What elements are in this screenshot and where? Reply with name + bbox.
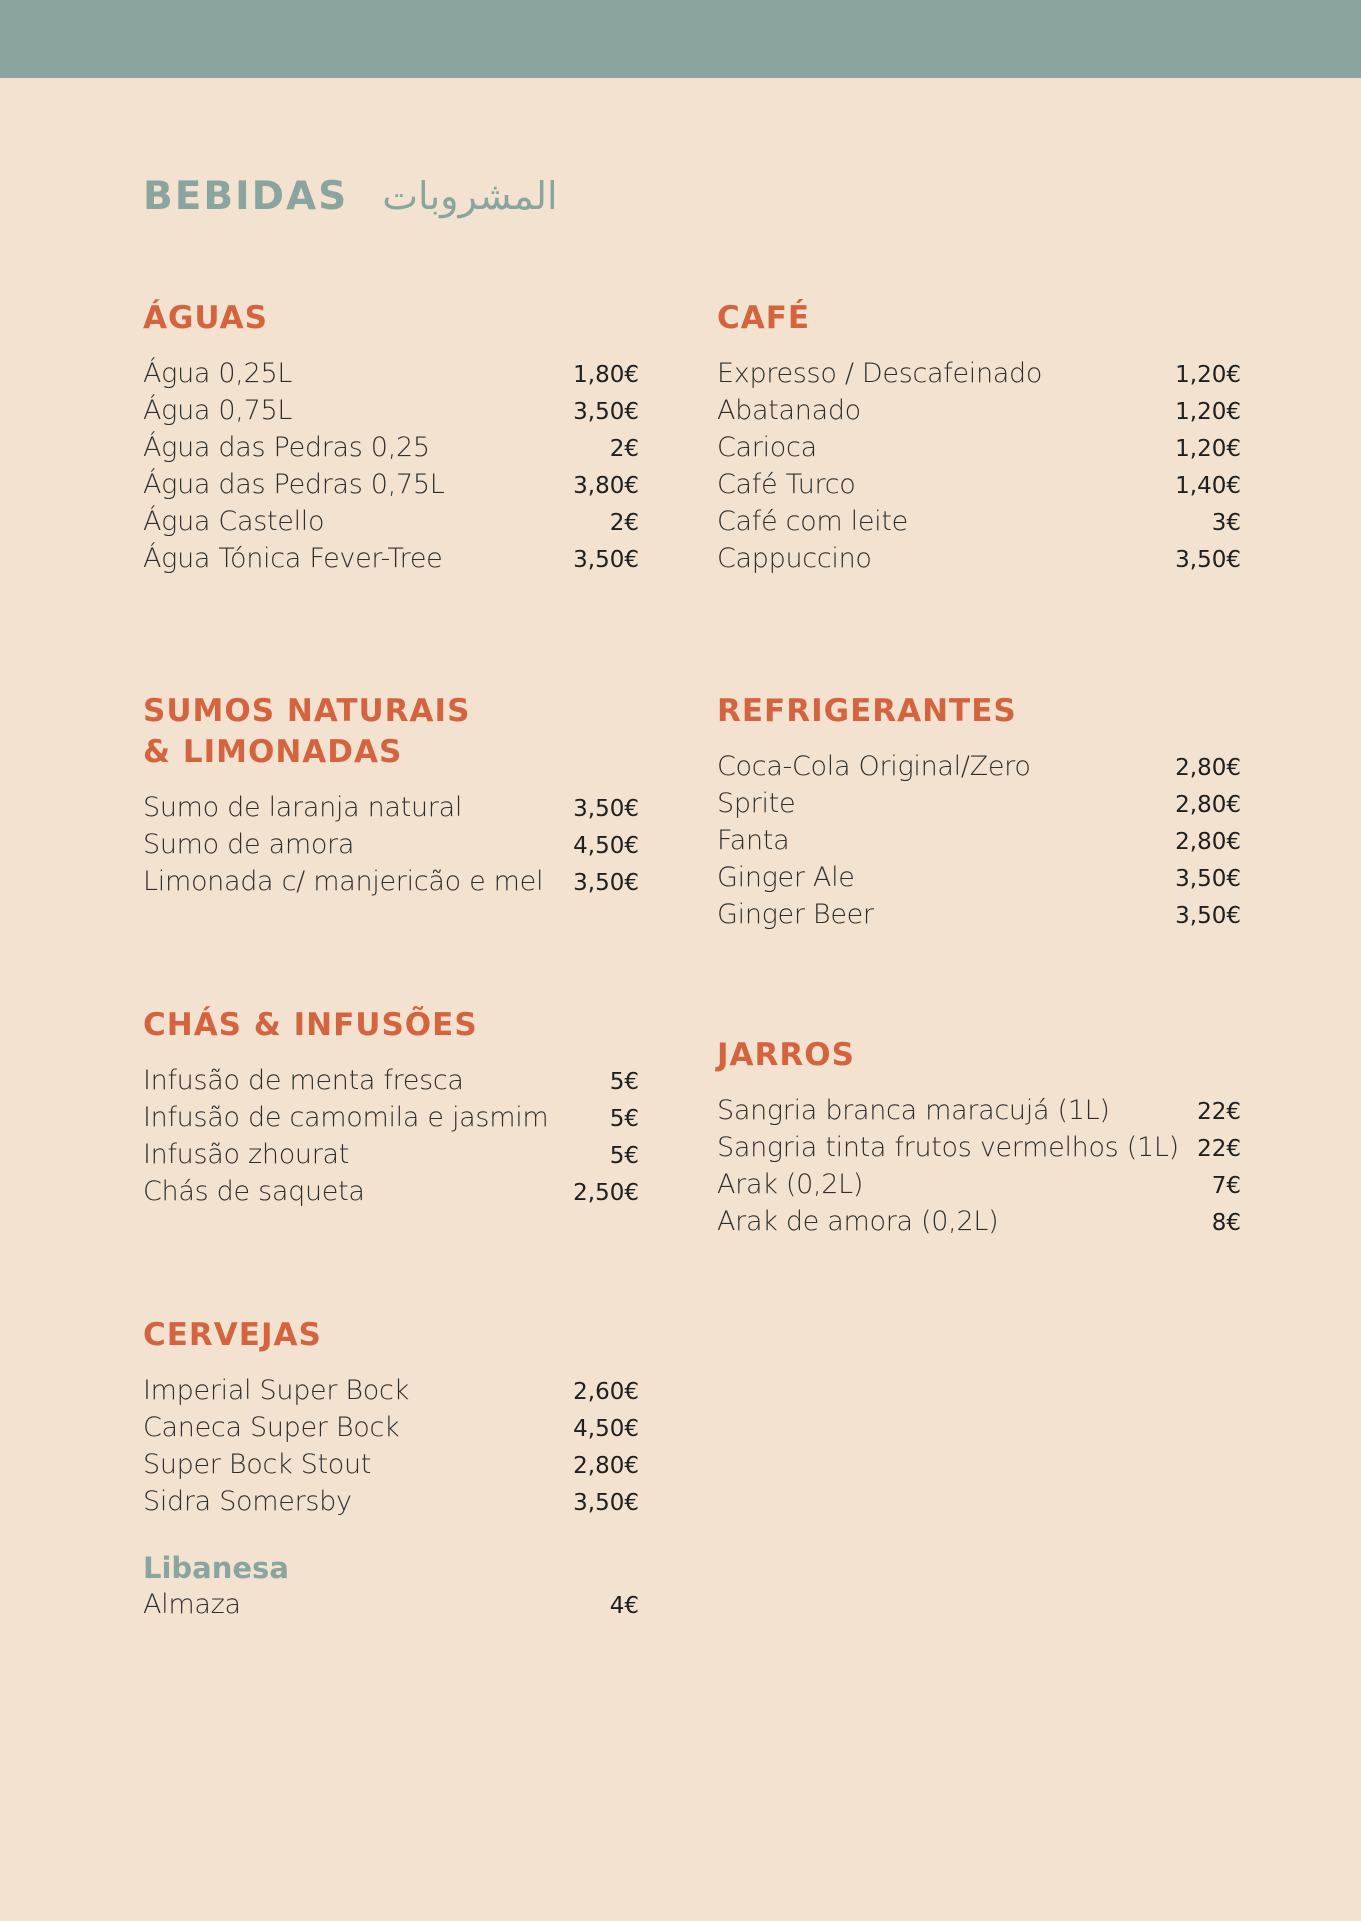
menu-item [717,896,1241,933]
menu-item [717,540,1241,577]
item-name: Água Castello [143,506,325,537]
menu-item [717,1203,1241,1240]
menu-item [143,540,639,577]
item-price: 22€ [1197,1099,1241,1125]
item-list [717,355,1241,577]
item-price: 4,50€ [573,1416,639,1442]
menu-item [143,392,639,429]
item-price: 5€ [609,1143,639,1169]
item-price: 3,50€ [573,547,639,573]
item-name: Abatanado [717,395,861,426]
section-cervejas [143,1315,639,1623]
item-name: Ginger Ale [717,862,855,893]
section-aguas [143,298,639,577]
item-name: Sprite [717,788,796,819]
item-price: 1,40€ [1175,473,1241,499]
menu-item [717,429,1241,466]
section-heading [143,691,639,773]
menu-item [717,1166,1241,1203]
item-price: 3,50€ [573,1490,639,1516]
item-price: 3,50€ [1175,866,1241,892]
item-name: Infusão de menta fresca [143,1065,464,1096]
sub-heading-libanesa: Libanesa [143,1551,289,1585]
section-heading-line: & LIMONADAS [143,734,403,770]
item-name: Super Bock Stout [143,1449,372,1480]
item-price: 4€ [609,1593,639,1619]
menu-item [143,826,639,863]
item-name: Infusão zhourat [143,1139,350,1170]
menu-item [143,789,639,826]
item-price: 3,50€ [573,399,639,425]
item-name: Sangria branca maracujá (1L) [717,1095,1110,1126]
section-heading-line: SUMOS NATURAIS [143,693,471,729]
item-name: Sumo de laranja natural [143,792,463,823]
item-name: Infusão de camomila e jasmim [143,1102,549,1133]
item-name: Limonada c/ manjericão e mel [143,866,544,897]
menu-item [717,1129,1241,1166]
section-heading: CERVEJAS [143,1317,322,1353]
item-name: Chás de saqueta [143,1176,365,1207]
item-name: Sidra Somersby [143,1486,352,1517]
menu-item [143,1099,639,1136]
menu-item [717,503,1241,540]
item-name: Expresso / Descafeinado [717,358,1043,389]
item-price: 8€ [1211,1210,1241,1236]
item-price: 1,20€ [1175,399,1241,425]
item-price: 2,80€ [1175,792,1241,818]
section-heading: JARROS [717,1037,855,1073]
menu-item [717,392,1241,429]
item-price: 3,50€ [573,796,639,822]
item-name: Ginger Beer [717,899,874,930]
item-price: 2,80€ [1175,829,1241,855]
menu-item [717,785,1241,822]
menu-item [143,863,639,900]
item-price: 2,50€ [573,1180,639,1206]
item-name: Almaza [143,1589,241,1620]
menu-item [143,429,639,466]
menu-item [143,1446,639,1483]
item-name: Coca-Cola Original/Zero [717,751,1031,782]
menu-item [143,1409,639,1446]
item-list [143,355,639,577]
section-cafe [717,298,1241,577]
page-title-arabic: المشروبات [382,174,558,218]
item-price: 3,50€ [1175,903,1241,929]
page-title [143,166,558,226]
item-list [143,1372,639,1520]
item-name: Arak (0,2L) [717,1169,864,1200]
item-price: 2€ [609,436,639,462]
item-list [143,1062,639,1210]
item-name: Cappuccino [717,543,872,574]
item-name: Café com leite [717,506,908,537]
item-name: Sumo de amora [143,829,355,860]
menu-item [143,466,639,503]
section-heading: REFRIGERANTES [717,693,1017,729]
item-price: 22€ [1197,1136,1241,1162]
item-name: Caneca Super Bock [143,1412,400,1443]
menu-item [143,1062,639,1099]
item-price: 2€ [609,510,639,536]
item-name: Arak de amora (0,2L) [717,1206,999,1237]
menu-item [143,1372,639,1409]
item-name: Imperial Super Bock [143,1375,409,1406]
menu-item [143,1483,639,1520]
top-band [0,0,1361,78]
menu-item [717,355,1241,392]
item-name: Água das Pedras 0,25 [143,432,430,463]
item-price: 3,50€ [573,870,639,896]
menu-item [717,466,1241,503]
section-chas [143,1005,639,1210]
menu-item [143,1136,639,1173]
item-name: Água 0,25L [143,358,293,389]
item-price: 7€ [1211,1173,1241,1199]
item-price: 5€ [609,1069,639,1095]
menu-item [717,748,1241,785]
item-price: 1,20€ [1175,362,1241,388]
menu-item [717,1092,1241,1129]
item-price: 1,20€ [1175,436,1241,462]
section-heading: ÁGUAS [143,300,268,336]
menu-item [143,1173,639,1210]
menu-item [143,1586,639,1623]
item-list [717,748,1241,933]
item-name: Carioca [717,432,817,463]
item-name: Café Turco [717,469,856,500]
section-sumos [143,691,639,900]
section-heading: CHÁS & INFUSÕES [143,1007,478,1043]
item-price: 2,80€ [573,1453,639,1479]
item-name: Água 0,75L [143,395,293,426]
section-refrigerantes [717,691,1241,933]
item-list [717,1092,1241,1240]
item-name: Água Tónica Fever-Tree [143,543,443,574]
page-title-latin: BEBIDAS [143,173,349,219]
item-price: 2,80€ [1175,755,1241,781]
item-price: 5€ [609,1106,639,1132]
item-price: 3€ [1211,510,1241,536]
item-price: 3,50€ [1175,547,1241,573]
menu-item [717,822,1241,859]
item-list [143,789,639,900]
item-price: 4,50€ [573,833,639,859]
section-heading: CAFÉ [717,300,811,336]
menu-item [143,503,639,540]
item-name: Sangria tinta frutos vermelhos (1L) [717,1132,1179,1163]
item-price: 3,80€ [573,473,639,499]
menu-item [717,859,1241,896]
item-price: 2,60€ [573,1379,639,1405]
item-list [143,1586,639,1623]
item-price: 1,80€ [573,362,639,388]
item-name: Água das Pedras 0,75L [143,469,445,500]
section-jarros [717,1035,1241,1240]
menu-item [143,355,639,392]
item-name: Fanta [717,825,790,856]
